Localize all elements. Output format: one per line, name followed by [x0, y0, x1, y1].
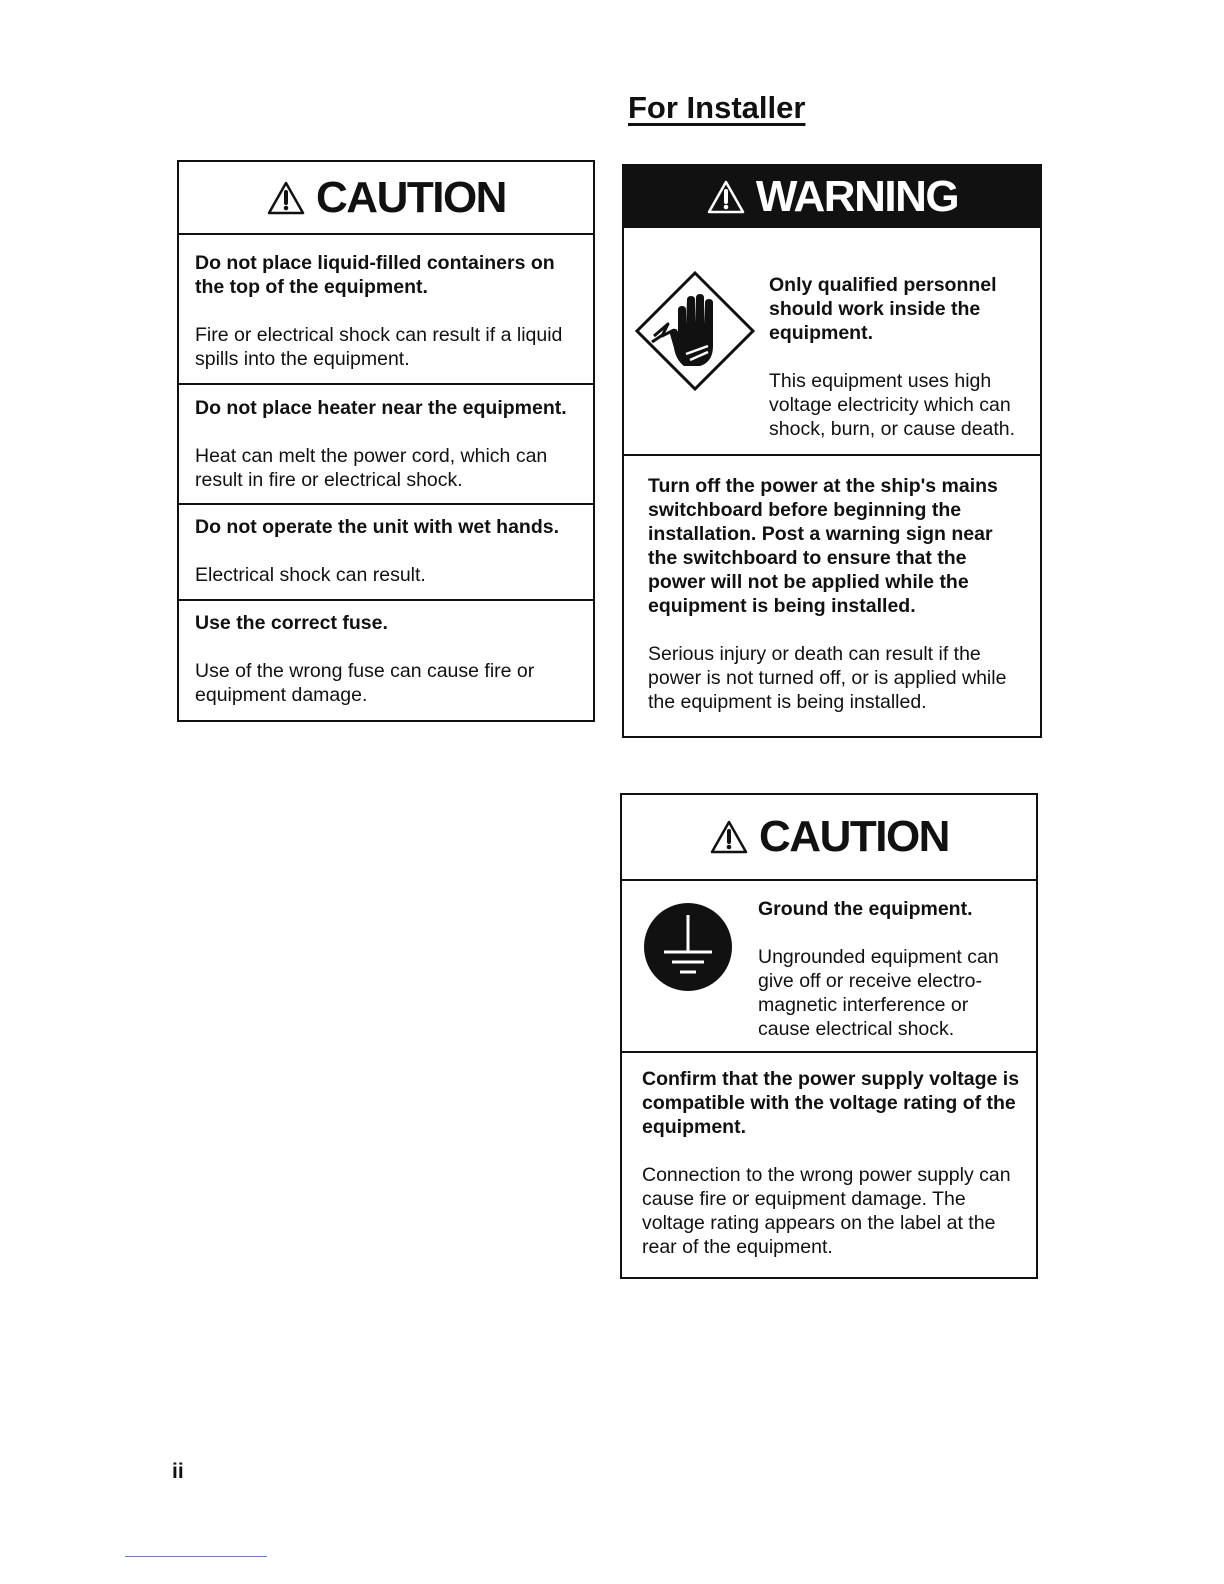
page-number: ii: [172, 1460, 184, 1483]
caution-item: [179, 235, 593, 385]
warning-triangle-icon: [709, 819, 749, 855]
caution-item-heading: Ground the equipment.: [758, 898, 973, 920]
caution-item-text: Heat can melt the power cord, which can result in fire or electrical shock.: [195, 445, 548, 491]
ground-symbol-icon: [642, 901, 734, 993]
warning-item-heading: Only qualified personnel should work inside the equipment.: [769, 274, 997, 344]
warning-item: [624, 228, 1040, 456]
warning-box: [622, 164, 1042, 738]
caution-item-text: Connection to the wrong power supply can cause fire or equipment damage. The voltage rating appears on the label at the rear of the equipment.: [642, 1164, 1011, 1258]
caution-item: [179, 505, 593, 601]
electric-shock-hand-icon: [634, 270, 756, 392]
caution-item-heading: Do not operate the unit with wet hands.: [195, 516, 559, 538]
caution-item: [179, 385, 593, 505]
caution-item-heading: Use the correct fuse.: [195, 612, 388, 634]
caution-header-left: [179, 162, 593, 235]
caution-item-heading: Do not place heater near the equipment.: [195, 397, 567, 419]
warning-item-text: Serious injury or death can result if the power is not turned off, or is applied while the equipment is being installed.: [648, 643, 1007, 713]
caution-header-right: [622, 795, 1036, 881]
caution-item-heading: Do not place liquid-filled containers on the top of the equipment.: [195, 252, 555, 298]
warning-item-text: This equipment uses high voltage electricity which can shock, burn, or cause death.: [769, 370, 1016, 440]
warning-item-heading: Turn off the power at the ship's mains switchboard before beginning the installation. Post a warning sign near the switchboard to ensure that the power will not be applied while the equipment is being installed.: [648, 475, 998, 617]
warning-item: [624, 456, 1040, 714]
caution-item: [179, 601, 593, 720]
caution-title: CAUTION: [316, 172, 506, 222]
warning-triangle-icon: [706, 179, 746, 215]
caution-box-left: [177, 160, 595, 722]
warning-title: WARNING: [755, 172, 959, 221]
caution-item-text: Use of the wrong fuse can cause fire or equipment damage.: [195, 660, 535, 706]
page-title: For Installer: [628, 90, 806, 125]
caution-title: CAUTION: [759, 812, 949, 861]
caution-item: [622, 881, 1036, 1053]
footer-rule: [125, 1556, 267, 1557]
warning-header: [624, 166, 1040, 228]
caution-item-text: Ungrounded equipment can give off or receive electro-magnetic interference or cause electrical shock.: [758, 946, 999, 1040]
caution-box-right: [620, 793, 1038, 1279]
caution-item-text: Electrical shock can result.: [195, 564, 426, 586]
caution-item: [622, 1053, 1036, 1259]
caution-item-text: Fire or electrical shock can result if a liquid spills into the equipment.: [195, 324, 563, 370]
caution-item-heading: Confirm that the power supply voltage is compatible with the voltage rating of the equipment.: [642, 1068, 1020, 1138]
warning-triangle-icon: [266, 180, 306, 216]
